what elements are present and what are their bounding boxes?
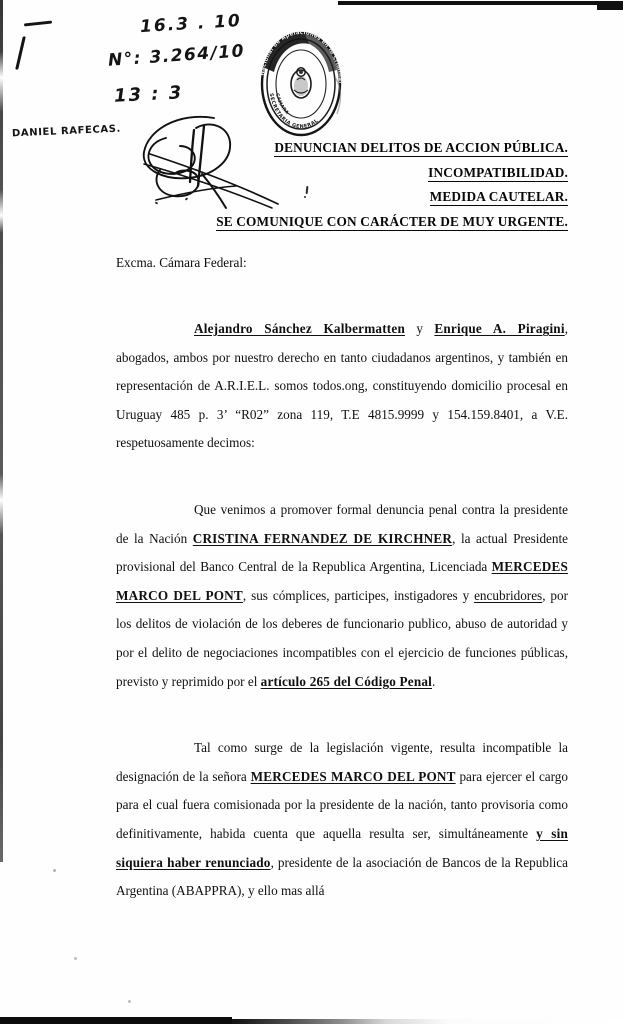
title-line-denuncian-text: DENUNCIAN DELITOS DE ACCION PÚBLICA. — [274, 140, 568, 155]
handwritten-date-stamp: 16.3 . 10 — [139, 10, 243, 38]
handwritten-tick-mark — [24, 21, 52, 27]
incompat-seg-2: para ejercer el cargo para el cual fuera comisionada por la presidente de la nación, tanto provisoria como definitivamente, habida cuenta que aquella resulta ser, simultáneamente — [116, 768, 568, 841]
ink-speck — [128, 1000, 131, 1003]
handwritten-time-stamp: 13 : 3 — [113, 82, 184, 107]
complaint-seg-1: Que venimos a promover formal denuncia penal contra la presidente de la Nación — [116, 501, 568, 546]
complaint-seg-5: . — [432, 673, 436, 689]
scan-edge-left-artifact — [0, 0, 3, 862]
complaint-seg-2: , la actual Presidente provisional del Banco Central de la Republica Argentina, Licenciada — [116, 530, 568, 575]
title-line-comunique — [180, 210, 568, 235]
ink-speck — [74, 957, 77, 960]
title-line-incompatibilidad — [180, 161, 568, 186]
emphasis-encubridores: encubridores — [474, 587, 543, 603]
paragraph-complaint — [116, 496, 568, 696]
svg-text:SECRETARIA GENERAL: SECRETARIA GENERAL — [267, 92, 320, 131]
handwritten-slash-mark — [15, 36, 26, 70]
attorney-name-2: Enrique A. Piragini — [434, 321, 565, 336]
title-line-medida-cautelar — [180, 185, 568, 210]
subject-name-mercedes-marco-del-pont: MERCEDES MARCO DEL PONT — [250, 768, 456, 784]
emphasis-sin-renunciar: y sin siquiera haber renunciado — [116, 825, 568, 870]
salutation-line: Excma. Cámara Federal: — [116, 255, 247, 270]
scan-edge-bottom-dark-artifact — [0, 1017, 232, 1024]
paragraph-appearance — [116, 315, 568, 458]
complaint-seg-3: , sus cómplices, participes, instigadores y — [242, 587, 475, 603]
accused-name-mercedes-marco-del-pont: MERCEDES MARCO DEL PONT — [116, 559, 568, 603]
incompat-seg-1: Tal como surge de la legislación vigente, resulta incompatible la designación de la señora — [116, 740, 568, 784]
svg-text:Nacional de Apelaciones en lo: Nacional de Apelaciones en lo Criminal — [259, 29, 344, 84]
document-body — [116, 253, 568, 906]
incompat-seg-3: , presidente de la asociación de Bancos de la Republica Argentina (ABAPPRA), y ello mas allá — [116, 854, 569, 899]
scan-edge-corner-artifact — [597, 1, 623, 10]
conjunction-y: y — [404, 321, 435, 336]
document-title-block — [180, 136, 568, 234]
paragraph-incompatibility — [116, 734, 568, 906]
title-line-incompatibilidad-text: INCOMPATIBILIDAD. — [428, 164, 568, 180]
title-line-medida-cautelar-text: MEDIDA CAUTELAR. — [429, 189, 568, 204]
handwritten-judge-name: DANIEL RAFECAS. — [11, 123, 122, 140]
paragraph-appearance-rest: , abogados, ambos por nuestro derecho en tanto ciudadanos argentinos, y también en representación de A.R.I.E.L. somos todos.ong, constituyendo domicilio procesal en Uruguay 485 p. 3’ “R02” zona 119, T.E 4815.9999 y 154.159.8401, a V.E. respetuosamente decimos: — [116, 321, 569, 451]
accused-name-cristina-fernandez: CRISTINA FERNANDEZ DE KIRCHNER — [192, 530, 453, 546]
complaint-seg-4: , por los delitos de violación de los deberes de funcionario publico, abuso de autoridad y por el delito de negociaciones incompatibles con el ejercicio de funciones públicas, previsto y reprimido por el — [116, 587, 568, 689]
title-line-denuncian — [180, 136, 568, 161]
scan-edge-top-artifact — [338, 1, 623, 5]
attorney-name-1: Alejandro Sánchez Kalbermatten — [194, 321, 405, 336]
svg-text:CAMARA: CAMARA — [273, 92, 290, 117]
title-line-comunique-text: SE COMUNIQUE CON CARÁCTER DE MUY URGENTE. — [216, 213, 568, 229]
ink-speck — [53, 869, 56, 872]
handwritten-case-number: N°: 3.264/10 — [107, 41, 246, 71]
legal-reference-articulo-265: artículo 265 del Código Penal — [260, 673, 433, 689]
